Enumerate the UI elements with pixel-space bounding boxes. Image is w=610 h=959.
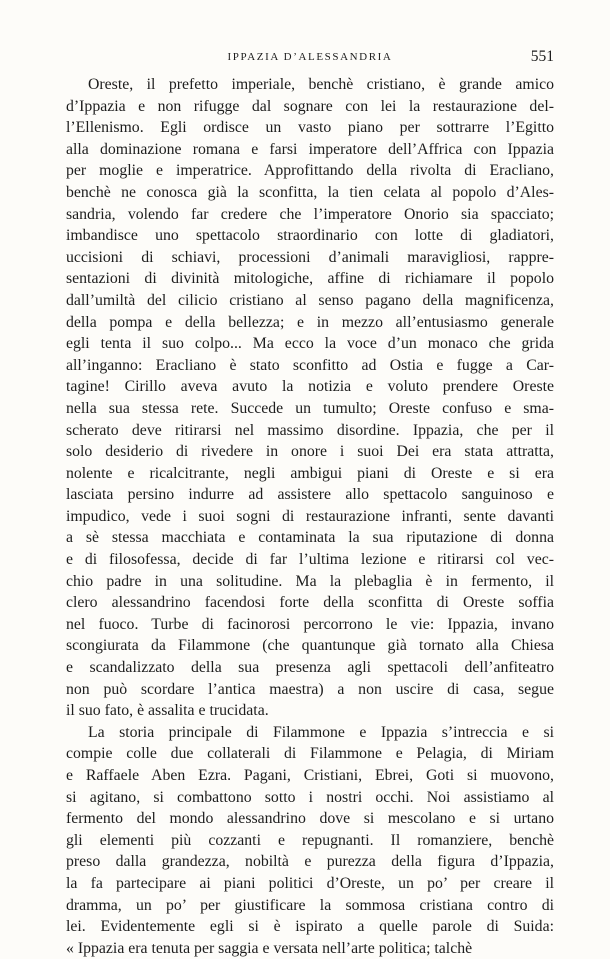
text-line: non può scordare l’antica maestra) a non uscire di casa, segue <box>66 680 554 698</box>
text-line: dall’umiltà del cilicio cristiano al senso pagano della magnificenza, <box>66 291 554 309</box>
text-line: l’Ellenismo. Egli ordisce un vasto piano per sottrarre l’Egitto <box>66 119 554 137</box>
text-line: e scandalizzato della sua presenza agli spettacoli dell’anfiteatro <box>66 659 554 677</box>
text-line: si agitano, si combattono sotto i nostri occhi. Noi assistiamo al <box>66 788 554 806</box>
text-line: e di filosofessa, decide di far l’ultima lezione e ritirarsi col vec- <box>66 551 554 569</box>
text-line: clero alessandrino facendosi forte della sconfitta di Oreste soffia <box>66 594 554 612</box>
text-line: La storia principale di Filammone e Ippazia s’intreccia e si <box>88 723 554 741</box>
text-line: uccisioni di schiavi, processioni d’animali maravigliosi, rappre- <box>66 248 554 266</box>
text-line: scherato deve ritirarsi nel massimo disordine. Ippazia, che per il <box>66 421 554 439</box>
text-line: tagine! Cirillo aveva avuto la notizia e voluto prendere Oreste <box>66 378 554 396</box>
text-line: Oreste, il prefetto imperiale, benchè cristiano, è grande amico <box>88 76 554 93</box>
text-line: la fa partecipare ai piani politici d’Oreste, un po’ per creare il <box>66 874 554 892</box>
text-line: e Raffaele Aben Ezra. Pagani, Cristiani, Ebrei, Goti si muovono, <box>66 767 554 784</box>
text-line: nella sua stessa rete. Succede un tumulto; Oreste confuso e sma- <box>66 399 554 417</box>
text-line: nel fuoco. Turbe di facinorosi percorrono le vie: Ippazia, invano <box>66 615 554 633</box>
text-line: chio padre in una solitudine. Ma la plebaglia è in fermento, il <box>66 572 554 590</box>
text-line: fermento del mondo alessandrino dove si mescolano e si urtano <box>66 810 554 828</box>
text-line: egli tenta il suo colpo... Ma ecco la voce d’un monaco che grida <box>66 335 554 353</box>
text-line: sentazioni di divinità mitologiche, affine di richiamare il popolo <box>66 270 554 288</box>
text-line: sandria, volendo far credere che l’imperatore Onorio sia spacciato; <box>66 205 554 223</box>
paragraph <box>66 74 554 722</box>
body-text <box>66 74 554 959</box>
text-line: della pompa e della bellezza; e in mezzo all’entusiasmo generale <box>66 313 554 331</box>
text-line: benchè ne conosca già la sconfitta, la tien celata al popolo d’Ales- <box>66 183 554 201</box>
text-line: all’inganno: Eracliano è stato sconfitto ad Ostia e fugge a Car- <box>66 356 554 374</box>
text-line: lei. Evidentemente egli si è ispirato a quelle parole di Suida: <box>66 918 554 936</box>
text-line: d’Ippazia e non rifugge dal sognare con lei la restaurazione del- <box>66 97 554 115</box>
page-number: 551 <box>530 48 554 65</box>
text-line: impudico, vede i suoi sogni di restaurazione infranti, sente davanti <box>66 507 554 525</box>
text-line: solo desiderio di rivedere in onore i suoi Dei era stata attratta, <box>66 443 554 461</box>
text-line: dramma, un po’ per giustificare la sommosa cristiana contro di <box>66 896 554 914</box>
text-line: a sè stessa macchiata e contaminata la sua riputazione di donna <box>66 529 554 547</box>
text-line: gli elementi più cozzanti e repugnanti. Il romanziere, benchè <box>66 831 554 849</box>
text-line: compie colle due collaterali di Filammone e Pelagia, di Miriam <box>66 745 554 763</box>
text-line: il suo fato, è assalita e trucidata. <box>66 702 269 720</box>
text-line: alla dominazione romana e farsi imperatore dell’Affrica con Ippazia <box>66 140 554 158</box>
text-line: scongiurata da Filammone (che quantunque già tornato alla Chiesa <box>66 637 554 655</box>
text-line: imbandisce uno spettacolo straordinario con lotte di gladiatori, <box>66 227 554 245</box>
running-title: IPPAZIA D’ALESSANDRIA <box>227 51 393 63</box>
text-line: per moglie e imperatrice. Approfittando della rivolta di Eracliano, <box>66 162 554 180</box>
paragraph <box>66 722 554 959</box>
text-line: preso dalla grandezza, nobiltà e purezza della figura d’Ippazia, <box>66 853 554 871</box>
running-head <box>66 48 554 70</box>
text-line: lasciata persino indurre ad assistere allo spettacolo sanguinoso e <box>66 486 554 504</box>
text-line: « Ippazia era tenuta per saggia e versata nell’arte politica; talchè <box>66 939 473 957</box>
text-line: nolente e ricalcitrante, negli ambigui piani di Oreste e si era <box>66 464 554 482</box>
